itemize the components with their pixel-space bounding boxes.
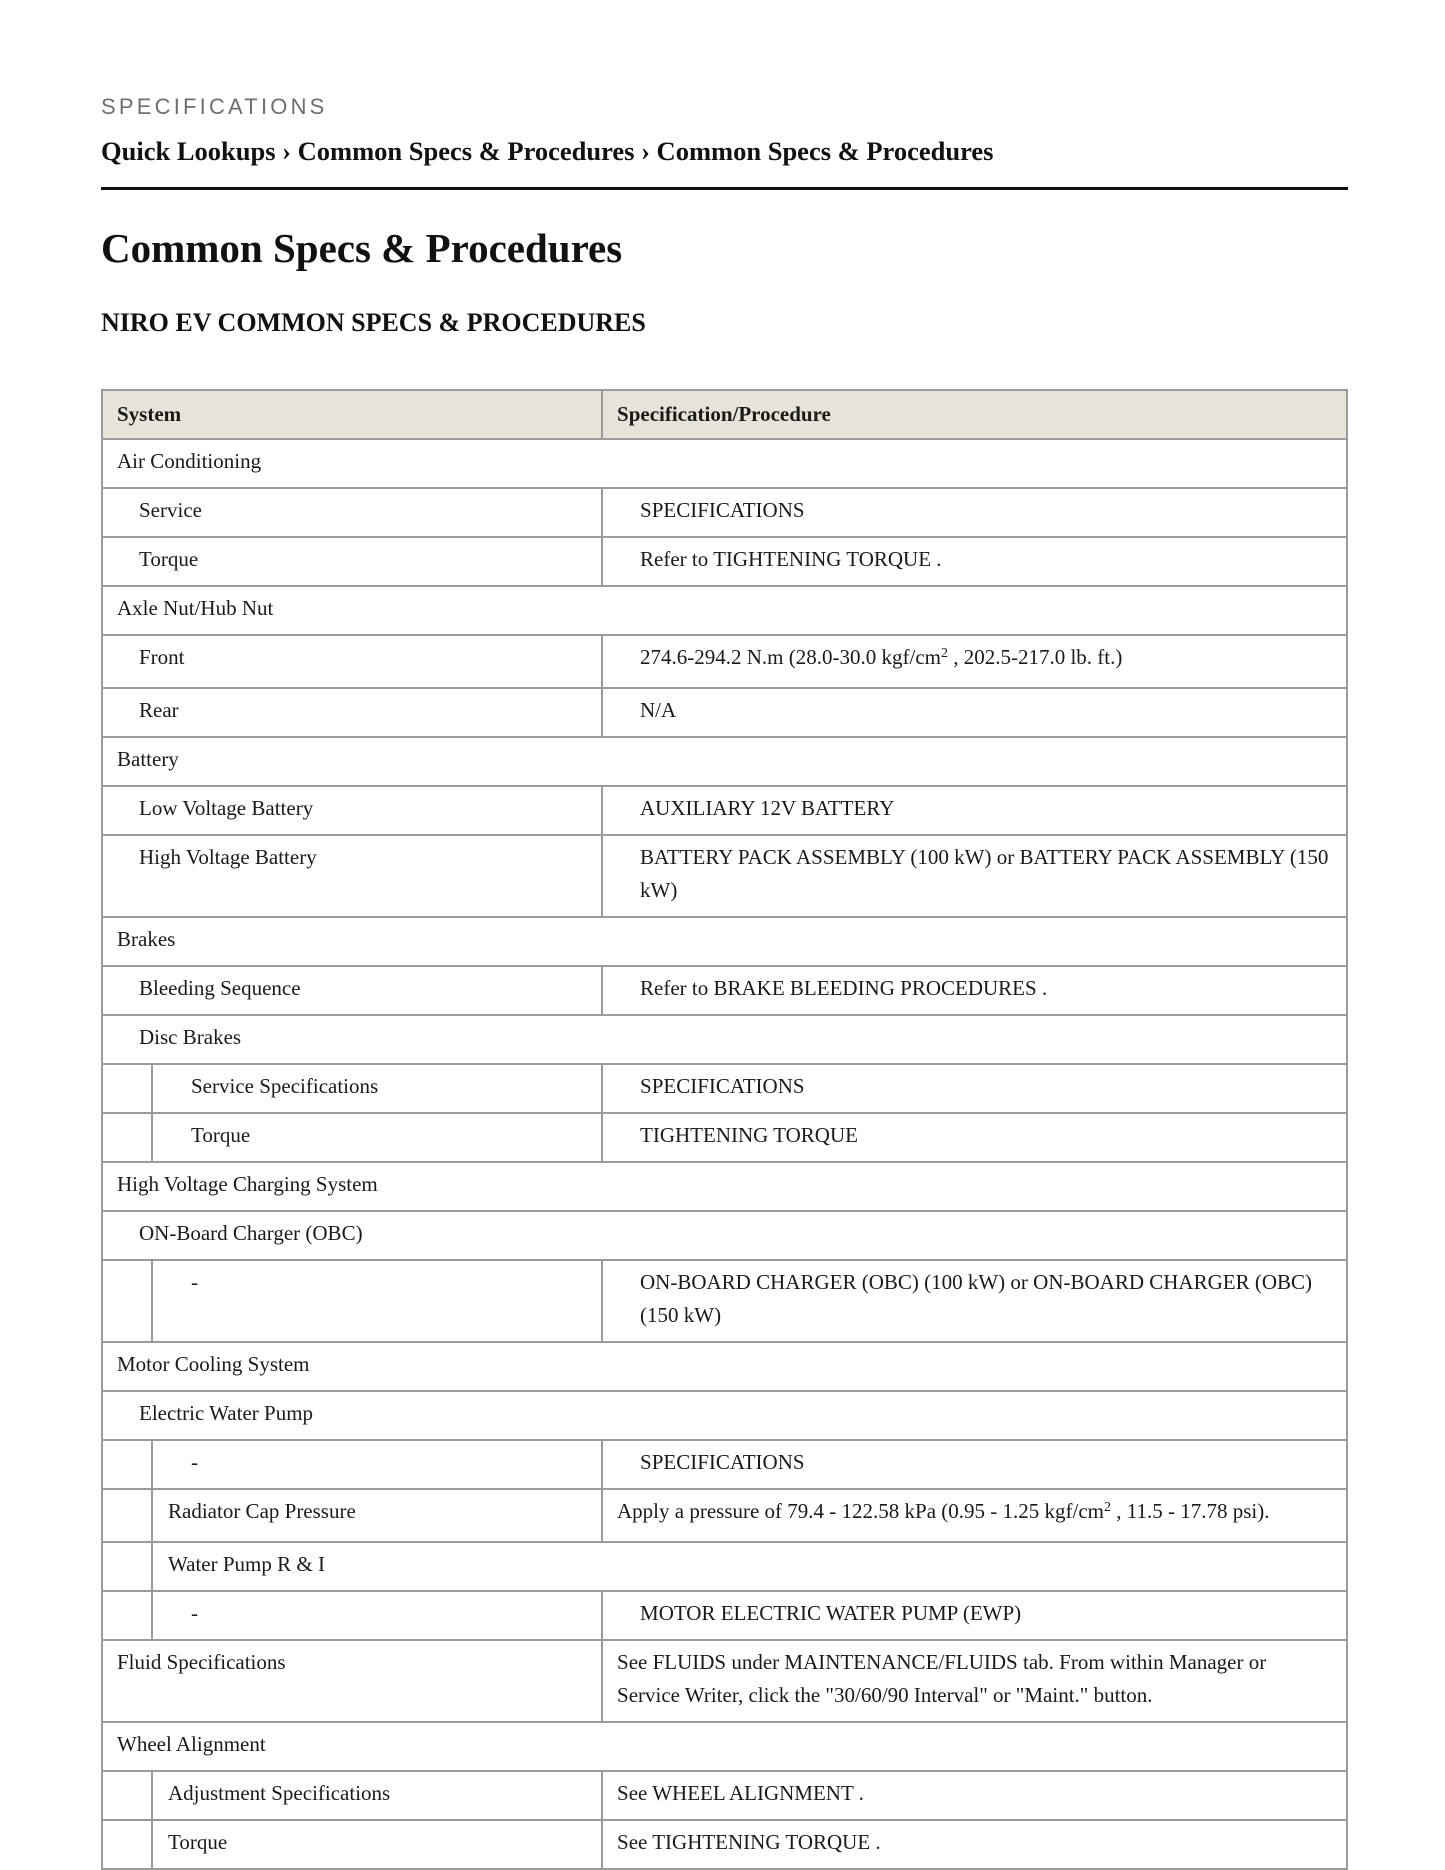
spec-link[interactable]: ON-BOARD CHARGER (OBC) (100 kW) or ON-BOARD CHARGER (OBC) (150 kW) bbox=[640, 1270, 1313, 1327]
table-row bbox=[102, 1440, 1347, 1489]
group-heading: Motor Cooling System bbox=[117, 1352, 310, 1376]
spec-link[interactable]: AUXILIARY 12V BATTERY bbox=[640, 796, 895, 820]
group-heading: Axle Nut/Hub Nut bbox=[117, 596, 274, 620]
spec-link[interactable]: Refer to TIGHTENING TORQUE . bbox=[640, 547, 942, 571]
page-title: Common Specs & Procedures bbox=[101, 225, 623, 271]
header-divider bbox=[101, 187, 1348, 190]
group-heading: Air Conditioning bbox=[117, 449, 262, 473]
table-row bbox=[102, 1162, 1347, 1211]
table-row bbox=[102, 1820, 1347, 1869]
group-heading: Wheel Alignment bbox=[117, 1732, 266, 1756]
spec-link[interactable]: Refer to BRAKE BLEEDING PROCEDURES . bbox=[640, 976, 1048, 1000]
subgroup-heading: Electric Water Pump bbox=[139, 1401, 314, 1425]
spec-link[interactable]: SPECIFICATIONS bbox=[640, 1450, 805, 1474]
system-cell: - bbox=[191, 1601, 198, 1625]
table-row bbox=[102, 586, 1347, 635]
spec-link[interactable]: SPECIFICATIONS bbox=[640, 1074, 805, 1098]
system-cell: Torque bbox=[191, 1123, 251, 1147]
table-row bbox=[102, 1260, 1347, 1342]
system-cell: High Voltage Battery bbox=[139, 845, 317, 869]
table-row bbox=[102, 835, 1347, 917]
spec-text: Apply a pressure of 79.4 - 122.58 kPa (0.95 - 1.25 kgf/cm bbox=[617, 1499, 1105, 1523]
table-row bbox=[102, 635, 1347, 688]
table-row bbox=[102, 688, 1347, 737]
system-cell: - bbox=[191, 1450, 198, 1474]
spec-link[interactable]: See WHEEL ALIGNMENT . bbox=[617, 1781, 864, 1805]
table-row bbox=[102, 1489, 1347, 1542]
system-cell: Radiator Cap Pressure bbox=[168, 1499, 356, 1523]
table-row bbox=[102, 786, 1347, 835]
spec-value: N/A bbox=[640, 698, 677, 722]
subgroup-heading: Water Pump R & I bbox=[168, 1552, 325, 1576]
table-row bbox=[102, 737, 1347, 786]
table-header-row bbox=[102, 390, 1347, 439]
table-row bbox=[102, 488, 1347, 537]
spec-link[interactable]: See TIGHTENING TORQUE . bbox=[617, 1830, 881, 1854]
table-row bbox=[102, 1113, 1347, 1162]
table-row bbox=[102, 917, 1347, 966]
table-row bbox=[102, 1542, 1347, 1591]
table-row bbox=[102, 1591, 1347, 1640]
table-row bbox=[102, 1342, 1347, 1391]
spec-text: , 202.5-217.0 lb. ft.) bbox=[947, 645, 1123, 669]
spec-link[interactable]: MOTOR ELECTRIC WATER PUMP (EWP) bbox=[640, 1601, 1022, 1625]
system-cell: Front bbox=[139, 645, 185, 669]
subgroup-heading: Disc Brakes bbox=[139, 1025, 242, 1049]
table-row bbox=[102, 439, 1347, 488]
system-cell: Rear bbox=[139, 698, 179, 722]
subgroup-heading: ON-Board Charger (OBC) bbox=[139, 1221, 363, 1245]
spec-value: See FLUIDS under MAINTENANCE/FLUIDS tab. From within Manager or Service Writer, click the "30/60/90 Interval" or "Maint." button. bbox=[617, 1650, 1267, 1707]
system-cell: Torque bbox=[168, 1830, 228, 1854]
spec-link[interactable]: SPECIFICATIONS bbox=[640, 498, 805, 522]
column-header-spec: Specification/Procedure bbox=[602, 390, 1347, 439]
spec-value bbox=[603, 1490, 1346, 1533]
column-header-system: System bbox=[102, 390, 602, 439]
group-heading: High Voltage Charging System bbox=[117, 1172, 378, 1196]
section-label: SPECIFICATIONS bbox=[101, 94, 328, 119]
page-subtitle: NIRO EV COMMON SPECS & PROCEDURES bbox=[101, 308, 646, 337]
system-cell: Torque bbox=[139, 547, 199, 571]
table-row bbox=[102, 1771, 1347, 1820]
system-cell: Service Specifications bbox=[191, 1074, 379, 1098]
superscript: 2 bbox=[1104, 1500, 1112, 1515]
table-row bbox=[102, 1015, 1347, 1064]
system-cell: Fluid Specifications bbox=[117, 1650, 286, 1674]
table-row bbox=[102, 1064, 1347, 1113]
spec-text: , 11.5 - 17.78 psi). bbox=[1111, 1499, 1270, 1523]
system-cell: Bleeding Sequence bbox=[139, 976, 301, 1000]
spec-link[interactable]: TIGHTENING TORQUE bbox=[640, 1123, 858, 1147]
spec-value bbox=[603, 636, 1346, 679]
table-row bbox=[102, 966, 1347, 1015]
breadcrumb[interactable]: Quick Lookups › Common Specs & Procedures › Common Specs & Procedures bbox=[101, 136, 994, 166]
table-row bbox=[102, 1640, 1347, 1722]
spec-link[interactable]: BATTERY PACK ASSEMBLY (100 kW) or BATTERY PACK ASSEMBLY (150 kW) bbox=[640, 845, 1329, 902]
table-row bbox=[102, 1211, 1347, 1260]
system-cell: - bbox=[191, 1270, 198, 1294]
system-cell: Adjustment Specifications bbox=[168, 1781, 391, 1805]
specs-table bbox=[101, 389, 1348, 1870]
table-row bbox=[102, 1391, 1347, 1440]
table-row bbox=[102, 1722, 1347, 1771]
group-heading: Brakes bbox=[117, 927, 176, 951]
superscript: 2 bbox=[940, 646, 948, 661]
spec-text: 274.6-294.2 N.m (28.0-30.0 kgf/cm bbox=[640, 645, 941, 669]
table-row bbox=[102, 537, 1347, 586]
group-heading: Battery bbox=[117, 747, 179, 771]
system-cell: Service bbox=[139, 498, 202, 522]
system-cell: Low Voltage Battery bbox=[139, 796, 314, 820]
